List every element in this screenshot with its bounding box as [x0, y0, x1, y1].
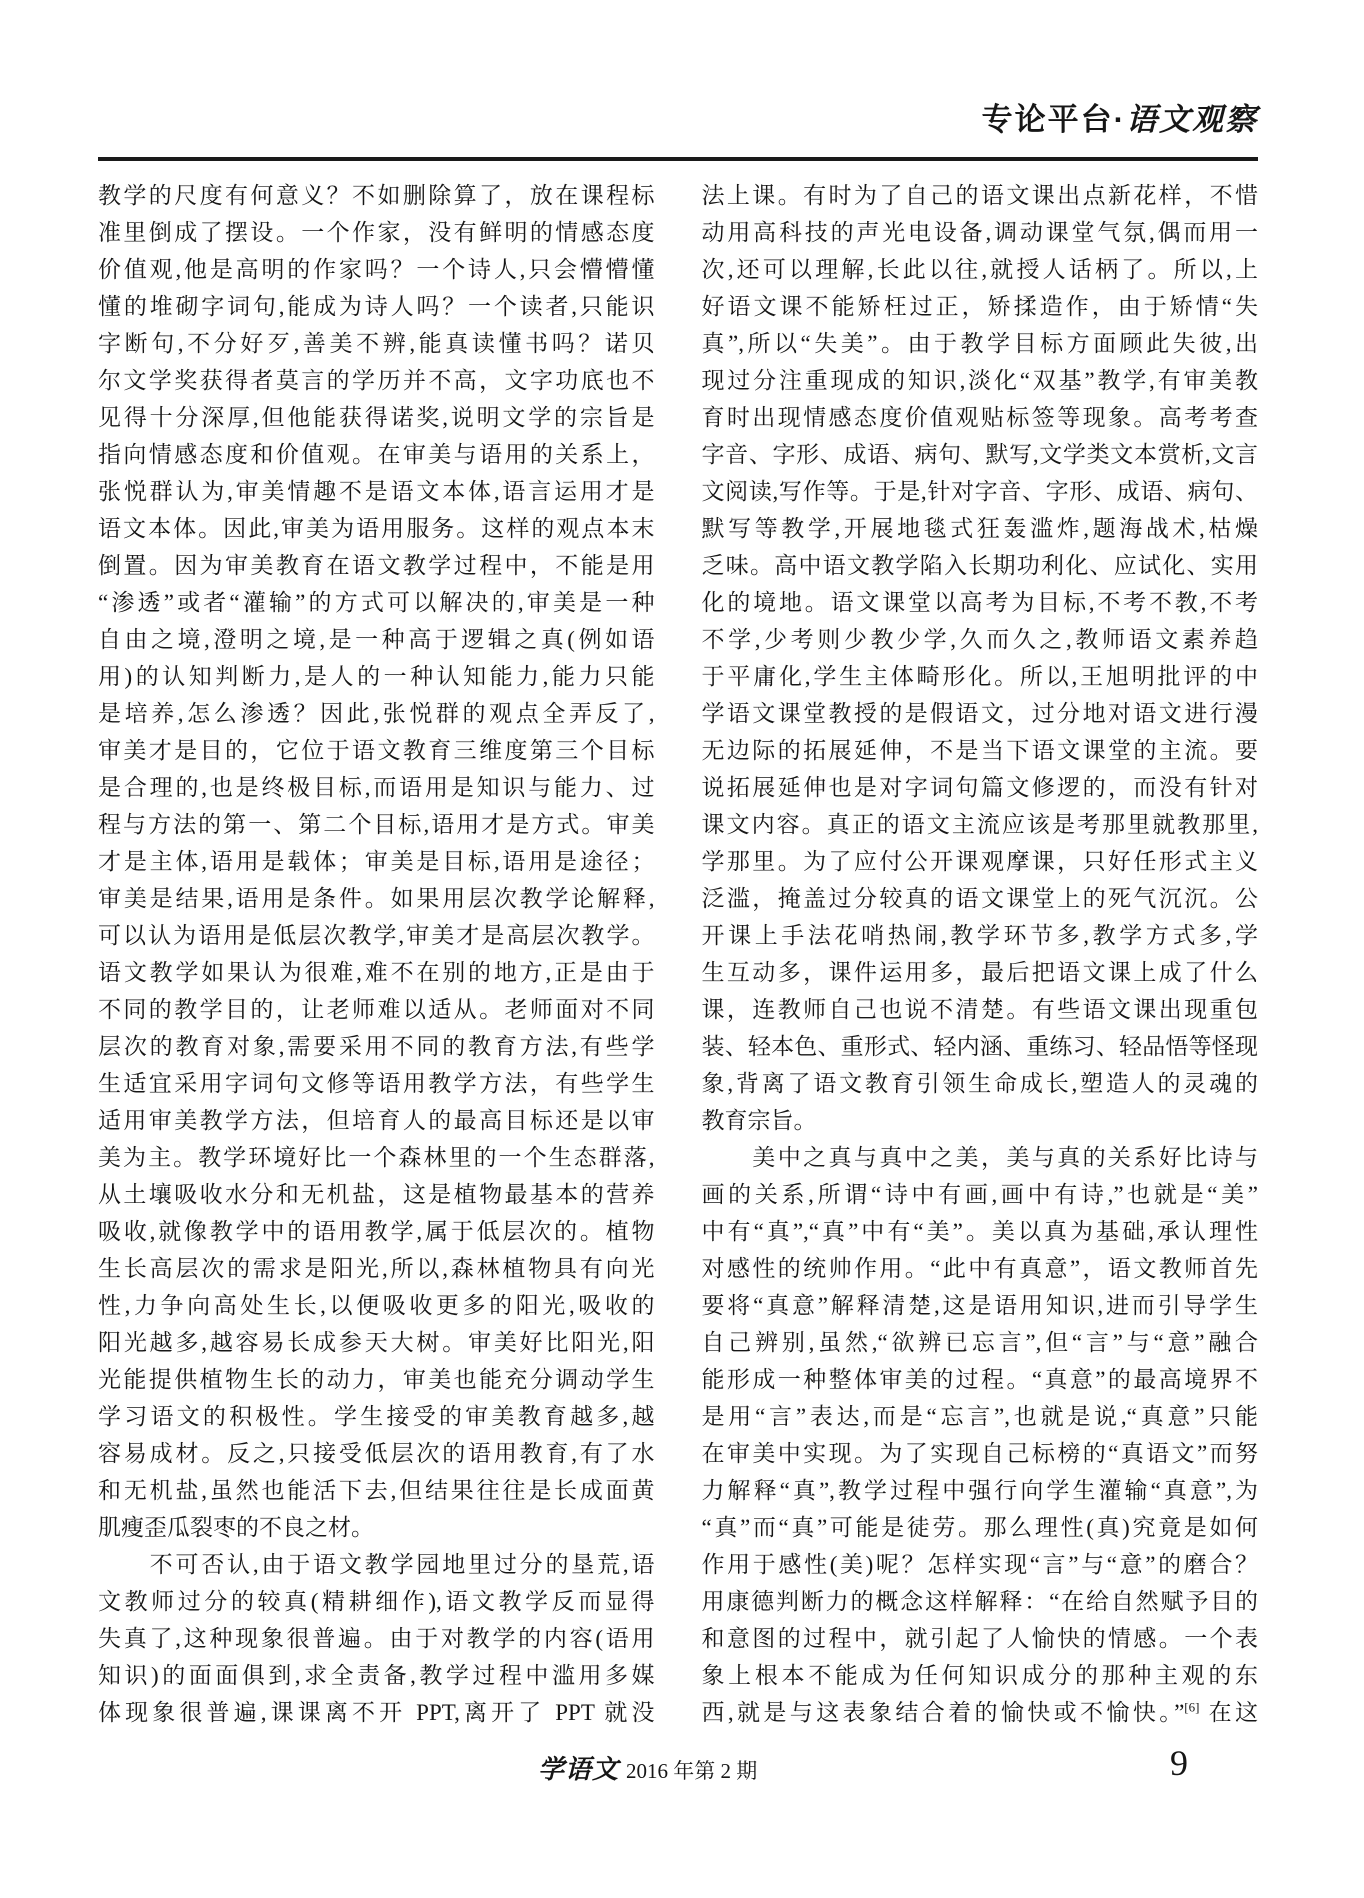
text-line: 动用高科技的声光电设备,调动课堂气氛,偶而用一 — [701, 220, 1258, 245]
text-line: 指向情感态度和价值观。在审美与语用的关系上， — [98, 442, 655, 467]
text-line: 象上根本不能成为任何知识成分的那种主观的东 — [701, 1663, 1258, 1688]
text-line: 文教师过分的较真(精耕细作),语文教学反而显得 — [98, 1589, 655, 1614]
text-line: 可以认为语用是低层次教学,审美才是高层次教学。 — [98, 923, 655, 948]
text-line: 不同的教学目的，让老师难以适从。老师面对不同 — [98, 997, 655, 1022]
text-line: 中有“真”,“真”中有“美”。美以真为基础,承认理性 — [701, 1219, 1258, 1244]
text-line: 真”,所以“失美”。由于教学目标方面顾此失彼,出 — [701, 331, 1258, 356]
text-line: 作用于感性(美)呢？怎样实现“言”与“意”的磨合？ — [701, 1552, 1258, 1577]
text-line: 不可否认,由于语文教学园地里过分的垦荒,语 — [98, 1552, 655, 1577]
article-body — [98, 177, 1258, 1731]
text-line: 学习语文的积极性。学生接受的审美教育越多,越 — [98, 1404, 655, 1429]
text-line: 装、轻本色、重形式、轻内涵、重练习、轻品悟等怪现 — [701, 1034, 1258, 1059]
text-line: 尔文学奖获得者莫言的学历并不高，文字功底也不 — [98, 368, 655, 393]
text-line: 见得十分深厚,但他能获得诺奖,说明文学的宗旨是 — [98, 405, 655, 430]
journal-name: 学语文 — [538, 1755, 620, 1784]
text-line: 肌瘦歪瓜裂枣的不良之材。 — [98, 1515, 374, 1540]
text-line: 用康德判断力的概念这样解释：“在给自然赋予目的 — [701, 1589, 1258, 1614]
header-rule — [98, 157, 1258, 161]
text-line: 是培养,怎么渗透？因此,张悦群的观点全弄反了, — [98, 701, 655, 726]
text-line: 说拓展延伸也是对字词句篇文修逻的，而没有针对 — [701, 775, 1258, 800]
text-line: 好语文课不能矫枉过正，矫揉造作，由于矫情“失 — [701, 294, 1258, 319]
text-line: 乏味。高中语文教学陷入长期功利化、应试化、实用 — [701, 553, 1258, 578]
text-line: 次,还可以理解,长此以往,就授人话柄了。所以,上 — [701, 257, 1258, 282]
text-line: 和意图的过程中，就引起了人愉快的情感。一个表 — [701, 1626, 1258, 1651]
right-column — [702, 177, 1259, 1731]
text-line: 学那里。为了应付公开课观摩课，只好任形式主义 — [701, 849, 1258, 874]
text-line: 自己辨别,虽然,“欲辨已忘言”,但“言”与“意”融合 — [701, 1330, 1258, 1355]
text-line: 性,力争向高处生长,以便吸收更多的阳光,吸收的 — [98, 1293, 655, 1318]
text-line: 泛滥，掩盖过分较真的语文课堂上的死气沉沉。公 — [701, 886, 1258, 911]
header-section-label: 专论平台· — [981, 102, 1126, 137]
text-line: 张悦群认为,审美情趣不是语文本体,语言运用才是 — [98, 479, 655, 504]
text-line: 学语文课堂教授的是假语文，过分地对语文进行漫 — [701, 701, 1258, 726]
text-line: 象,背离了语文教育引领生命成长,塑造人的灵魂的 — [701, 1071, 1258, 1096]
text-line: “真”而“真”可能是徒劳。那么理性(真)究竟是如何 — [701, 1515, 1258, 1540]
text-line: 倒置。因为审美教育在语文教学过程中，不能是用 — [98, 553, 655, 578]
text-line: 失真了,这种现象很普遍。由于对教学的内容(语用 — [98, 1626, 655, 1651]
text-line: 字音、字形、成语、病句、默写,文学类文本赏析,文言 — [701, 442, 1258, 467]
text-line: 生长高层次的需求是阳光,所以,森林植物具有向光 — [98, 1256, 655, 1281]
text-line: 对感性的统帅作用。“此中有真意”，语文教师首先 — [701, 1256, 1258, 1281]
text-line: 现过分注重现成的知识,淡化“双基”教学,有审美教 — [701, 368, 1258, 393]
text-line: 自由之境,澄明之境,是一种高于逻辑之真(例如语 — [98, 627, 655, 652]
text-line: 容易成材。反之,只接受低层次的语用教育,有了水 — [98, 1441, 655, 1466]
text-line: 美为主。教学环境好比一个森林里的一个生态群落, — [98, 1145, 655, 1170]
text-line: 层次的教育对象,需要采用不同的教育方法,有些学 — [98, 1034, 655, 1059]
text-line: 阳光越多,越容易长成参天大树。审美好比阳光,阳 — [98, 1330, 655, 1355]
text-line: 程与方法的第一、第二个目标,语用才是方式。审美 — [98, 812, 655, 837]
text-line: 懂的堆砌字词句,能成为诗人吗？一个读者,只能识 — [98, 294, 655, 319]
page-footer — [538, 1749, 757, 1786]
text-line: 文阅读,写作等。于是,针对字音、字形、成语、病句、 — [701, 479, 1258, 504]
text-line: 开课上手法花哨热闹,教学环节多,教学方式多,学 — [701, 923, 1258, 948]
text-line: 光能提供植物生长的动力，审美也能充分调动学生 — [98, 1367, 655, 1392]
text-line: 审美是结果,语用是条件。如果用层次教学论解释, — [98, 886, 655, 911]
page-number: 9 — [1170, 1743, 1188, 1783]
text-line: 从土壤吸收水分和无机盐，这是植物最基本的营养 — [98, 1182, 655, 1207]
text-line: 无边际的拓展延伸，不是当下语文课堂的主流。要 — [701, 738, 1258, 763]
text-line: 于平庸化,学生主体畸形化。所以,王旭明批评的中 — [701, 664, 1258, 689]
text-line: 在审美中实现。为了实现自己标榜的“真语文”而努 — [701, 1441, 1258, 1466]
text-line: “渗透”或者“灌输”的方式可以解决的,审美是一种 — [98, 590, 655, 615]
text-line: 生适宜采用字词句文修等语用教学方法，有些学生 — [98, 1071, 655, 1096]
text-line: 能形成一种整体审美的过程。“真意”的最高境界不 — [701, 1367, 1258, 1392]
text-line: 和无机盐,虽然也能活下去,但结果往往是长成面黄 — [98, 1478, 655, 1503]
text-line: 画的关系,所谓“诗中有画,画中有诗,”也就是“美” — [701, 1182, 1258, 1207]
text-line: 法上课。有时为了自己的语文课出点新花样，不惜 — [701, 183, 1258, 208]
text-line: 用)的认知判断力,是人的一种认知能力,能力只能 — [98, 664, 655, 689]
text-line: 准里倒成了摆设。一个作家，没有鲜明的情感态度 — [98, 220, 655, 245]
text-line: 价值观,他是高明的作家吗？一个诗人,只会懵懵懂 — [98, 257, 655, 282]
text-line: 审美才是目的，它位于语文教育三维度第三个目标 — [98, 738, 655, 763]
text-line: 育时出现情感态度价值观贴标签等现象。高考考查 — [701, 405, 1258, 430]
text-line: 要将“真意”解释清楚,这是语用知识,进而引导学生 — [701, 1293, 1258, 1318]
header-column-label: 语文观察 — [1126, 102, 1258, 137]
issue-label: 2016 年第 2 期 — [626, 1759, 758, 1783]
text-line: 课文内容。真正的语文主流应该是考那里就教那里, — [701, 812, 1258, 837]
text-line: 适用审美教学方法，但培育人的最高目标还是以审 — [98, 1108, 655, 1133]
text-line: 课，连教师自己也说不清楚。有些语文课出现重包 — [701, 997, 1258, 1022]
page-header — [98, 94, 1258, 139]
text-line: 西,就是与这表象结合着的愉快或不愉快。”[6] 在这 — [701, 1699, 1258, 1725]
left-column — [98, 177, 655, 1731]
text-line: 是合理的,也是终极目标,而语用是知识与能力、过 — [98, 775, 655, 800]
text-line: 知识)的面面俱到,求全责备,教学过程中滥用多媒 — [98, 1663, 655, 1688]
text-line: 教学的尺度有何意义？不如删除算了，放在课程标 — [98, 183, 655, 208]
text-line: 才是主体,语用是载体；审美是目标,语用是途径； — [98, 849, 655, 874]
text-line: 体现象很普遍,课课离不开 PPT,离开了 PPT 就没 — [98, 1700, 655, 1725]
text-line: 吸收,就像教学中的语用教学,属于低层次的。植物 — [98, 1219, 655, 1244]
text-line: 语文本体。因此,审美为语用服务。这样的观点本末 — [98, 516, 655, 541]
text-line: 默写等教学,开展地毯式狂轰滥炸,题海战术,枯燥 — [701, 516, 1258, 541]
text-line: 生互动多，课件运用多，最后把语文课上成了什么 — [701, 960, 1258, 985]
text-line: 教育宗旨。 — [701, 1108, 817, 1133]
text-line: 是用“言”表达,而是“忘言”,也就是说,“真意”只能 — [701, 1404, 1258, 1429]
text-line: 字断句,不分好歹,善美不辨,能真读懂书吗？诺贝 — [98, 331, 655, 356]
text-line: 力解释“真”,教学过程中强行向学生灌输“真意”,为 — [701, 1478, 1258, 1503]
text-line: 美中之真与真中之美，美与真的关系好比诗与 — [701, 1145, 1258, 1170]
text-line: 语文教学如果认为很难,难不在别的地方,正是由于 — [98, 960, 655, 985]
text-line: 化的境地。语文课堂以高考为目标,不考不教,不考 — [701, 590, 1258, 615]
footnote-ref: [6] — [1184, 1699, 1200, 1715]
text-line: 不学,少考则少教少学,久而久之,教师语文素养趋 — [701, 627, 1258, 652]
